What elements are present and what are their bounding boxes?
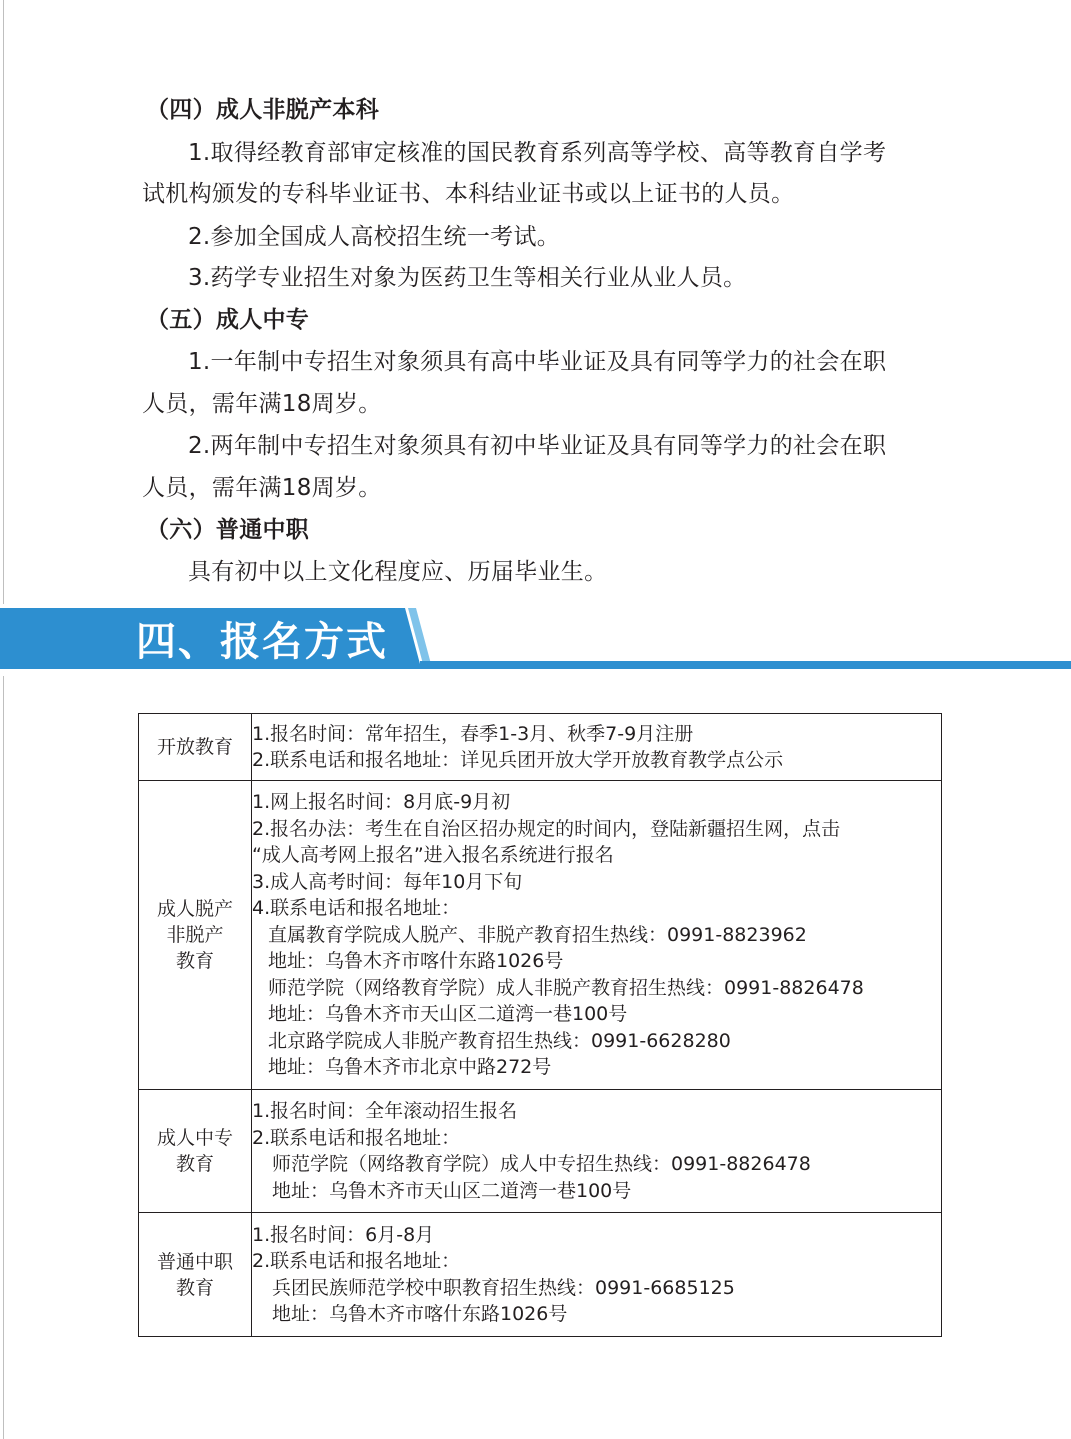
- paragraph-line: 1.取得经教育部审定核准的国民教育系列高等学校、高等教育自学考: [188, 140, 887, 166]
- category-label: 普通中职: [156, 1250, 233, 1273]
- detail-line: 2.联系电话和报名地址：: [252, 1126, 461, 1149]
- detail-line: 3.成人高考时间：每年10月下旬: [252, 870, 523, 893]
- registration-table: [138, 713, 942, 1337]
- detail-line: “成人高考网上报名”进入报名系统进行报名: [252, 844, 614, 867]
- table-row: [139, 1213, 942, 1337]
- paragraph-line: 试机构颁发的专科毕业证书、本科结业证书或以上证书的人员。: [142, 181, 795, 207]
- table-row: [139, 781, 942, 1090]
- paragraph-line: 人员，需年满18周岁。: [142, 475, 382, 501]
- detail-cell: [252, 714, 942, 781]
- paragraph-line: 人员，需年满18周岁。: [142, 391, 382, 417]
- detail-line: 师范学院（网络教育学院）成人中专招生热线：0991-8826478: [272, 1153, 811, 1175]
- section-heading-vocational: （六）普通中职: [146, 517, 310, 543]
- detail-line: 1.报名时间：6月-8月: [252, 1223, 435, 1246]
- category-cell: [139, 1213, 252, 1337]
- category-label: 开放教育: [156, 736, 233, 758]
- category-cell: [139, 1090, 252, 1213]
- category-label: 成人中专: [156, 1127, 233, 1149]
- detail-line: 兵团民族师范学校中职教育招生热线：0991-6685125: [272, 1276, 735, 1299]
- table-row: [139, 714, 942, 781]
- category-cell: [139, 781, 252, 1090]
- paragraph-line: 2.参加全国成人高校招生统一考试。: [188, 224, 561, 250]
- table-row: [139, 1090, 942, 1213]
- detail-line: 1.网上报名时间：8月底-9月初: [252, 791, 511, 814]
- section-heading-adult-secondary: （五）成人中专: [146, 307, 310, 333]
- detail-line: 师范学院（网络教育学院）成人非脱产教育招生热线：0991-8826478: [268, 976, 864, 999]
- paragraph-line: 2.两年制中专招生对象须具有初中毕业证及具有同等学力的社会在职: [188, 433, 887, 459]
- detail-line: 北京路学院成人非脱产教育招生热线：0991-6628280: [268, 1029, 731, 1052]
- detail-line: 2.报名办法：考生在自治区招办规定的时间内，登陆新疆招生网，点击: [252, 817, 841, 840]
- category-label: 教育: [175, 1276, 214, 1299]
- paragraph-line: 1.一年制中专招生对象须具有高中毕业证及具有同等学力的社会在职: [188, 349, 887, 375]
- detail-cell: [252, 1090, 942, 1213]
- detail-cell: [252, 781, 942, 1090]
- detail-line: 2.联系电话和报名地址：: [252, 1250, 461, 1272]
- paragraph-line: 3.药学专业招生对象为医药卫生等相关行业从业人员。: [188, 265, 747, 291]
- detail-line: 地址：乌鲁木齐市北京中路272号: [268, 1056, 552, 1079]
- section-heading-adult-part-time-undergrad: （四）成人非脱产本科: [146, 97, 379, 123]
- detail-line: 1.报名时间：全年滚动招生报名: [252, 1100, 518, 1122]
- category-label: 教育: [175, 1153, 214, 1175]
- banner-title: 四、报名方式: [136, 619, 388, 665]
- detail-line: 2.联系电话和报名地址：详见兵团开放大学开放教育教学点公示: [252, 749, 784, 771]
- page-edge-line: [3, 0, 4, 1439]
- detail-line: 1.报名时间：常年招生，春季1-3月、秋季7-9月注册: [252, 722, 694, 745]
- paragraph-line: 具有初中以上文化程度应、历届毕业生。: [188, 559, 608, 585]
- detail-cell: [252, 1213, 942, 1337]
- category-label: 教育: [175, 950, 214, 972]
- detail-line: 4.联系电话和报名地址：: [252, 897, 461, 920]
- detail-line: 地址：乌鲁木齐市天山区二道湾一巷100号: [272, 1179, 632, 1202]
- detail-line: 地址：乌鲁木齐市天山区二道湾一巷100号: [268, 1003, 628, 1026]
- category-cell: [139, 714, 252, 781]
- detail-line: 地址：乌鲁木齐市喀什东路1026号: [272, 1303, 568, 1325]
- category-label: 非脱产: [166, 924, 224, 946]
- category-label: 成人脱产: [156, 898, 233, 920]
- detail-line: 地址：乌鲁木齐市喀什东路1026号: [268, 950, 564, 973]
- detail-line: 直属教育学院成人脱产、非脱产教育招生热线：0991-8823962: [268, 923, 807, 946]
